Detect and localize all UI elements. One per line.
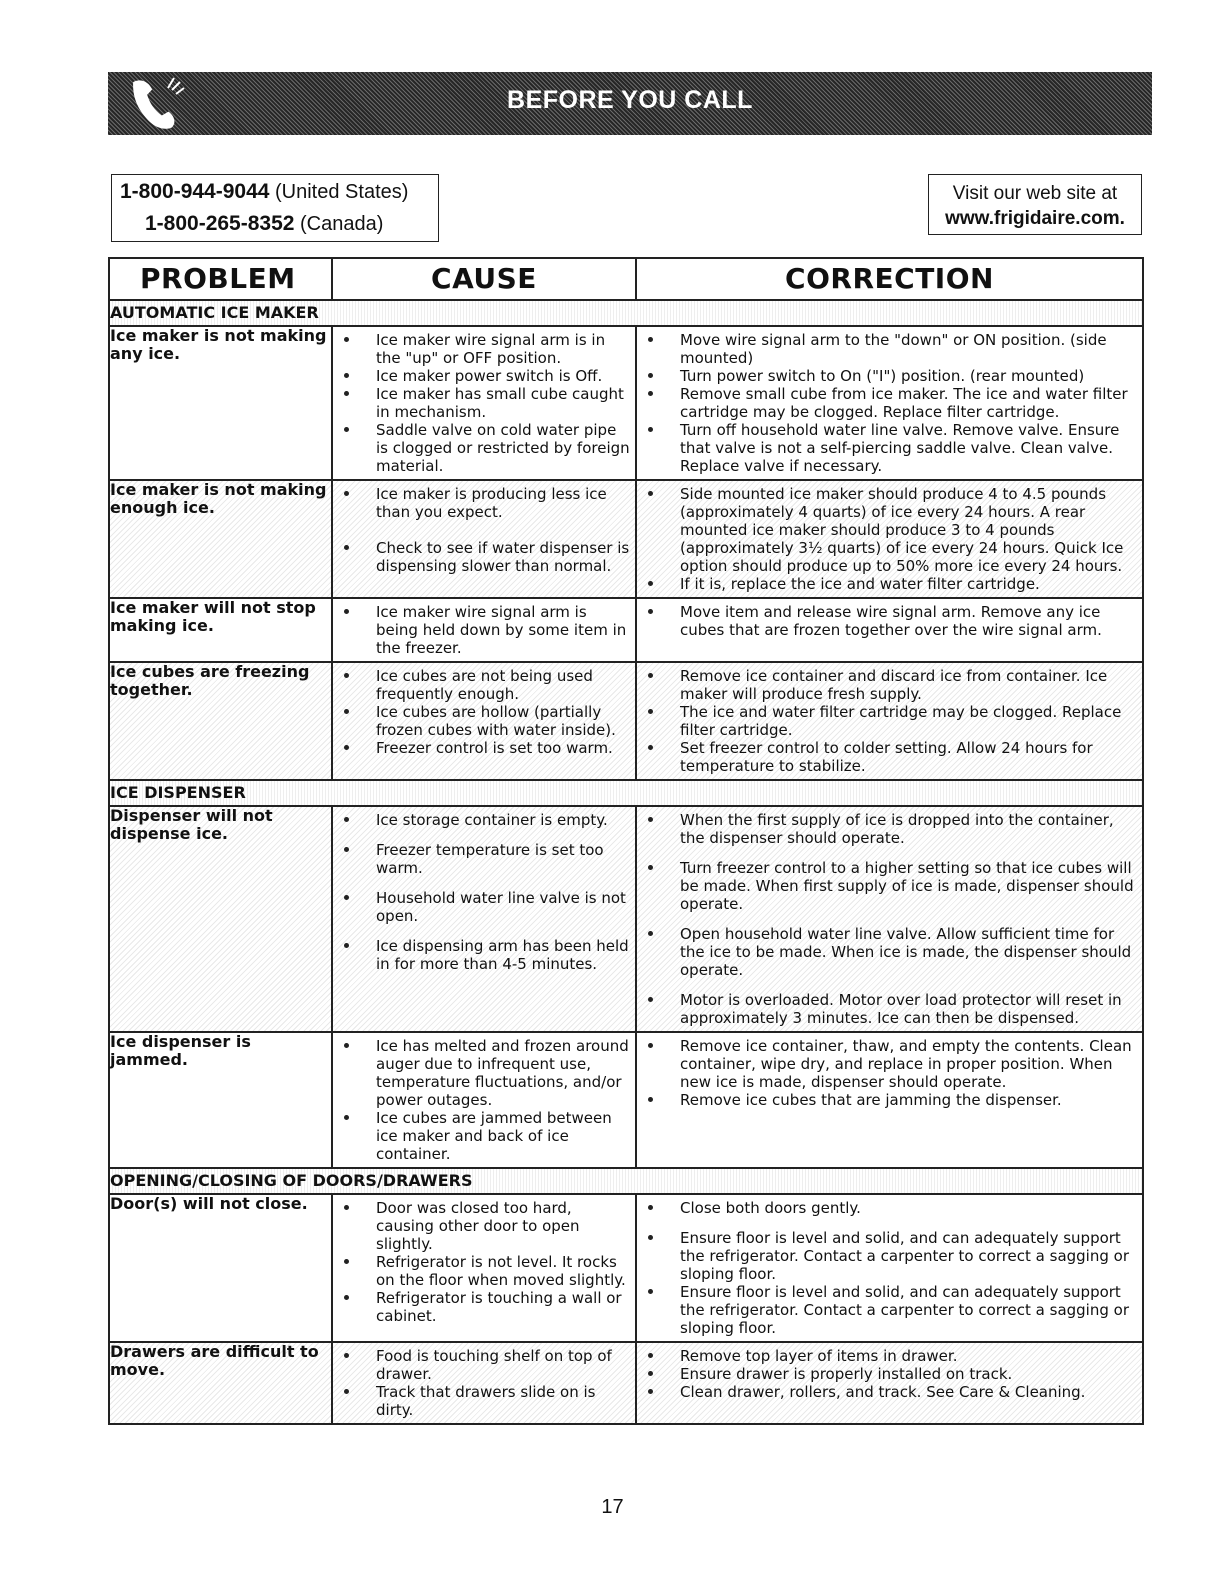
correction-cell xyxy=(636,1032,1143,1168)
cause-cell xyxy=(332,326,636,480)
section-row xyxy=(109,300,1143,326)
correction-item: Move wire signal arm to the "down" or ON position. (side mounted) xyxy=(637,331,1138,367)
cause-item: Ice cubes are hollow (partially frozen cubes with water inside). xyxy=(333,703,631,739)
cause-item: Ice maker wire signal arm is being held down by some item in the freezer. xyxy=(333,603,631,657)
cause-item: Ice maker wire signal arm is in the "up" or OFF position. xyxy=(333,331,631,367)
cause-list xyxy=(333,1195,635,1329)
section-title: AUTOMATIC ICE MAKER xyxy=(109,300,1143,326)
table-row xyxy=(109,1342,1143,1424)
problem-cell: Ice maker is not making enough ice. xyxy=(109,480,332,598)
cause-item: Refrigerator is not level. It rocks on the floor when moved slightly. xyxy=(333,1253,631,1289)
correction-cell xyxy=(636,598,1143,662)
table-header-row xyxy=(109,258,1143,300)
problem-cell: Ice maker will not stop making ice. xyxy=(109,598,332,662)
problem-cell: Ice cubes are freezing together. xyxy=(109,662,332,780)
correction-list xyxy=(637,599,1142,643)
cause-cell xyxy=(332,1032,636,1168)
cause-cell xyxy=(332,480,636,598)
section-title: ICE DISPENSER xyxy=(109,780,1143,806)
correction-list xyxy=(637,1343,1142,1405)
canada-phone-label: (Canada) xyxy=(300,213,384,235)
cause-list xyxy=(333,1343,635,1423)
correction-item: Remove ice container, thaw, and empty the contents. Clean container, wipe dry, and replace in proper position. When new ice is made, dispenser should operate. xyxy=(637,1037,1138,1091)
website-box xyxy=(928,174,1142,235)
cause-list xyxy=(333,481,635,579)
cause-item: Saddle valve on cold water pipe is clogged or restricted by foreign material. xyxy=(333,421,631,475)
section-row xyxy=(109,780,1143,806)
correction-item: Ensure floor is level and solid, and can adequately support the refrigerator. Contact a carpenter to correct a sagging or sloping floor. xyxy=(637,1229,1138,1283)
cause-cell xyxy=(332,662,636,780)
problem-cell: Door(s) will not close. xyxy=(109,1194,332,1342)
correction-item: Turn power switch to On ("I") position. (rear mounted) xyxy=(637,367,1138,385)
canada-phone-number: 1-800-265-8352 xyxy=(145,212,295,235)
cause-cell xyxy=(332,1194,636,1342)
phone-numbers-box xyxy=(111,174,439,242)
cause-item: Ice maker has small cube caught in mechanism. xyxy=(333,385,631,421)
cause-item: Ice cubes are jammed between ice maker and back of ice container. xyxy=(333,1109,631,1163)
cause-cell xyxy=(332,1342,636,1424)
correction-list xyxy=(637,1195,1142,1341)
correction-cell xyxy=(636,806,1143,1032)
cause-item: Check to see if water dispenser is dispensing slower than normal. xyxy=(333,539,631,575)
correction-item: Remove top layer of items in drawer. xyxy=(637,1347,1138,1365)
cause-item: Ice storage container is empty. xyxy=(333,811,631,829)
header-cause: CAUSE xyxy=(332,258,636,300)
section-row xyxy=(109,1168,1143,1194)
cause-item: Ice has melted and frozen around auger due to infrequent use, temperature fluctuations, and/or power outages. xyxy=(333,1037,631,1109)
cause-list xyxy=(333,327,635,479)
cause-list xyxy=(333,807,635,977)
problem-cell: Ice maker is not making any ice. xyxy=(109,326,332,480)
cause-cell xyxy=(332,806,636,1032)
correction-cell xyxy=(636,326,1143,480)
us-phone-label: (United States) xyxy=(275,181,409,203)
correction-item: Turn off household water line valve. Remove valve. Ensure that valve is not a self-piercing saddle valve. Clean valve. Replace valve if necessary. xyxy=(637,421,1138,475)
troubleshooting-table xyxy=(108,257,1144,1425)
website-url: www.frigidaire.com. xyxy=(945,208,1125,229)
correction-item: Remove ice container and discard ice from container. Ice maker will produce fresh supply. xyxy=(637,667,1138,703)
table-row xyxy=(109,1194,1143,1342)
cause-item: Refrigerator is touching a wall or cabinet. xyxy=(333,1289,631,1325)
cause-item: Household water line valve is not open. xyxy=(333,889,631,925)
table-row xyxy=(109,598,1143,662)
cause-list xyxy=(333,599,635,661)
cause-item: Freezer control is set too warm. xyxy=(333,739,631,757)
table-row xyxy=(109,326,1143,480)
table-row xyxy=(109,662,1143,780)
cause-item: Door was closed too hard, causing other door to open slightly. xyxy=(333,1199,631,1253)
correction-list xyxy=(637,327,1142,479)
correction-item: Ensure floor is level and solid, and can adequately support the refrigerator. Contact a carpenter to correct a sagging or sloping floor. xyxy=(637,1283,1138,1337)
header-correction: CORRECTION xyxy=(636,258,1143,300)
correction-item: Move item and release wire signal arm. Remove any ice cubes that are frozen together over the wire signal arm. xyxy=(637,603,1138,639)
problem-cell: Dispenser will not dispense ice. xyxy=(109,806,332,1032)
correction-item: Remove ice cubes that are jamming the dispenser. xyxy=(637,1091,1138,1109)
correction-item: Turn freezer control to a higher setting so that ice cubes will be made. When first supply of ice is made, dispenser should operate. xyxy=(637,859,1138,913)
cause-item: Food is touching shelf on top of drawer. xyxy=(333,1347,631,1383)
correction-cell xyxy=(636,1194,1143,1342)
correction-item: If it is, replace the ice and water filter cartridge. xyxy=(637,575,1138,593)
cause-item: Freezer temperature is set too warm. xyxy=(333,841,631,877)
cause-list xyxy=(333,1033,635,1167)
page-number: 17 xyxy=(601,1496,624,1518)
cause-list xyxy=(333,663,635,761)
correction-item: Remove small cube from ice maker. The ice and water filter cartridge may be clogged. Replace filter cartridge. xyxy=(637,385,1138,421)
correction-list xyxy=(637,481,1142,597)
section-title: OPENING/CLOSING OF DOORS/DRAWERS xyxy=(109,1168,1143,1194)
correction-list xyxy=(637,1033,1142,1113)
correction-cell xyxy=(636,1342,1143,1424)
us-phone-number: 1-800-944-9044 xyxy=(120,180,270,203)
correction-cell xyxy=(636,662,1143,780)
problem-cell: Drawers are difficult to move. xyxy=(109,1342,332,1424)
correction-item: The ice and water filter cartridge may be clogged. Replace filter cartridge. xyxy=(637,703,1138,739)
table-row xyxy=(109,480,1143,598)
page-title: BEFORE YOU CALL xyxy=(507,86,753,114)
correction-item: Set freezer control to colder setting. Allow 24 hours for temperature to stabilize. xyxy=(637,739,1138,775)
correction-item: Clean drawer, rollers, and track. See Care & Cleaning. xyxy=(637,1383,1138,1401)
problem-cell: Ice dispenser is jammed. xyxy=(109,1032,332,1168)
website-prefix: Visit our web site at xyxy=(952,183,1118,204)
table-row xyxy=(109,806,1143,1032)
correction-item: Open household water line valve. Allow sufficient time for the ice to be made. When ice is made, the dispenser should operate. xyxy=(637,925,1138,979)
correction-list xyxy=(637,807,1142,1031)
correction-cell xyxy=(636,480,1143,598)
correction-item: When the first supply of ice is dropped into the container, the dispenser should operate. xyxy=(637,811,1138,847)
correction-item: Side mounted ice maker should produce 4 to 4.5 pounds (approximately 4 quarts) of ice every 24 hours. A rear mounted ice maker should produce 3 to 4 pounds (approximately 3½ quarts) of ice every 24 hours. Quick Ice option should produce up to 50% more ice every 24 hours. xyxy=(637,485,1138,575)
correction-list xyxy=(637,663,1142,779)
cause-item: Ice cubes are not being used frequently enough. xyxy=(333,667,631,703)
header-banner xyxy=(108,72,1152,135)
table-row xyxy=(109,1032,1143,1168)
correction-item: Motor is overloaded. Motor over load protector will reset in approximately 3 minutes. Ice can then be dispensed. xyxy=(637,991,1138,1027)
cause-item: Ice maker is producing less ice than you expect. xyxy=(333,485,631,521)
cause-item: Ice maker power switch is Off. xyxy=(333,367,631,385)
cause-cell xyxy=(332,598,636,662)
correction-item: Ensure drawer is properly installed on track. xyxy=(637,1365,1138,1383)
cause-item: Track that drawers slide on is dirty. xyxy=(333,1383,631,1419)
correction-item: Close both doors gently. xyxy=(637,1199,1138,1217)
cause-item: Ice dispensing arm has been held in for more than 4-5 minutes. xyxy=(333,937,631,973)
header-problem: PROBLEM xyxy=(109,258,332,300)
